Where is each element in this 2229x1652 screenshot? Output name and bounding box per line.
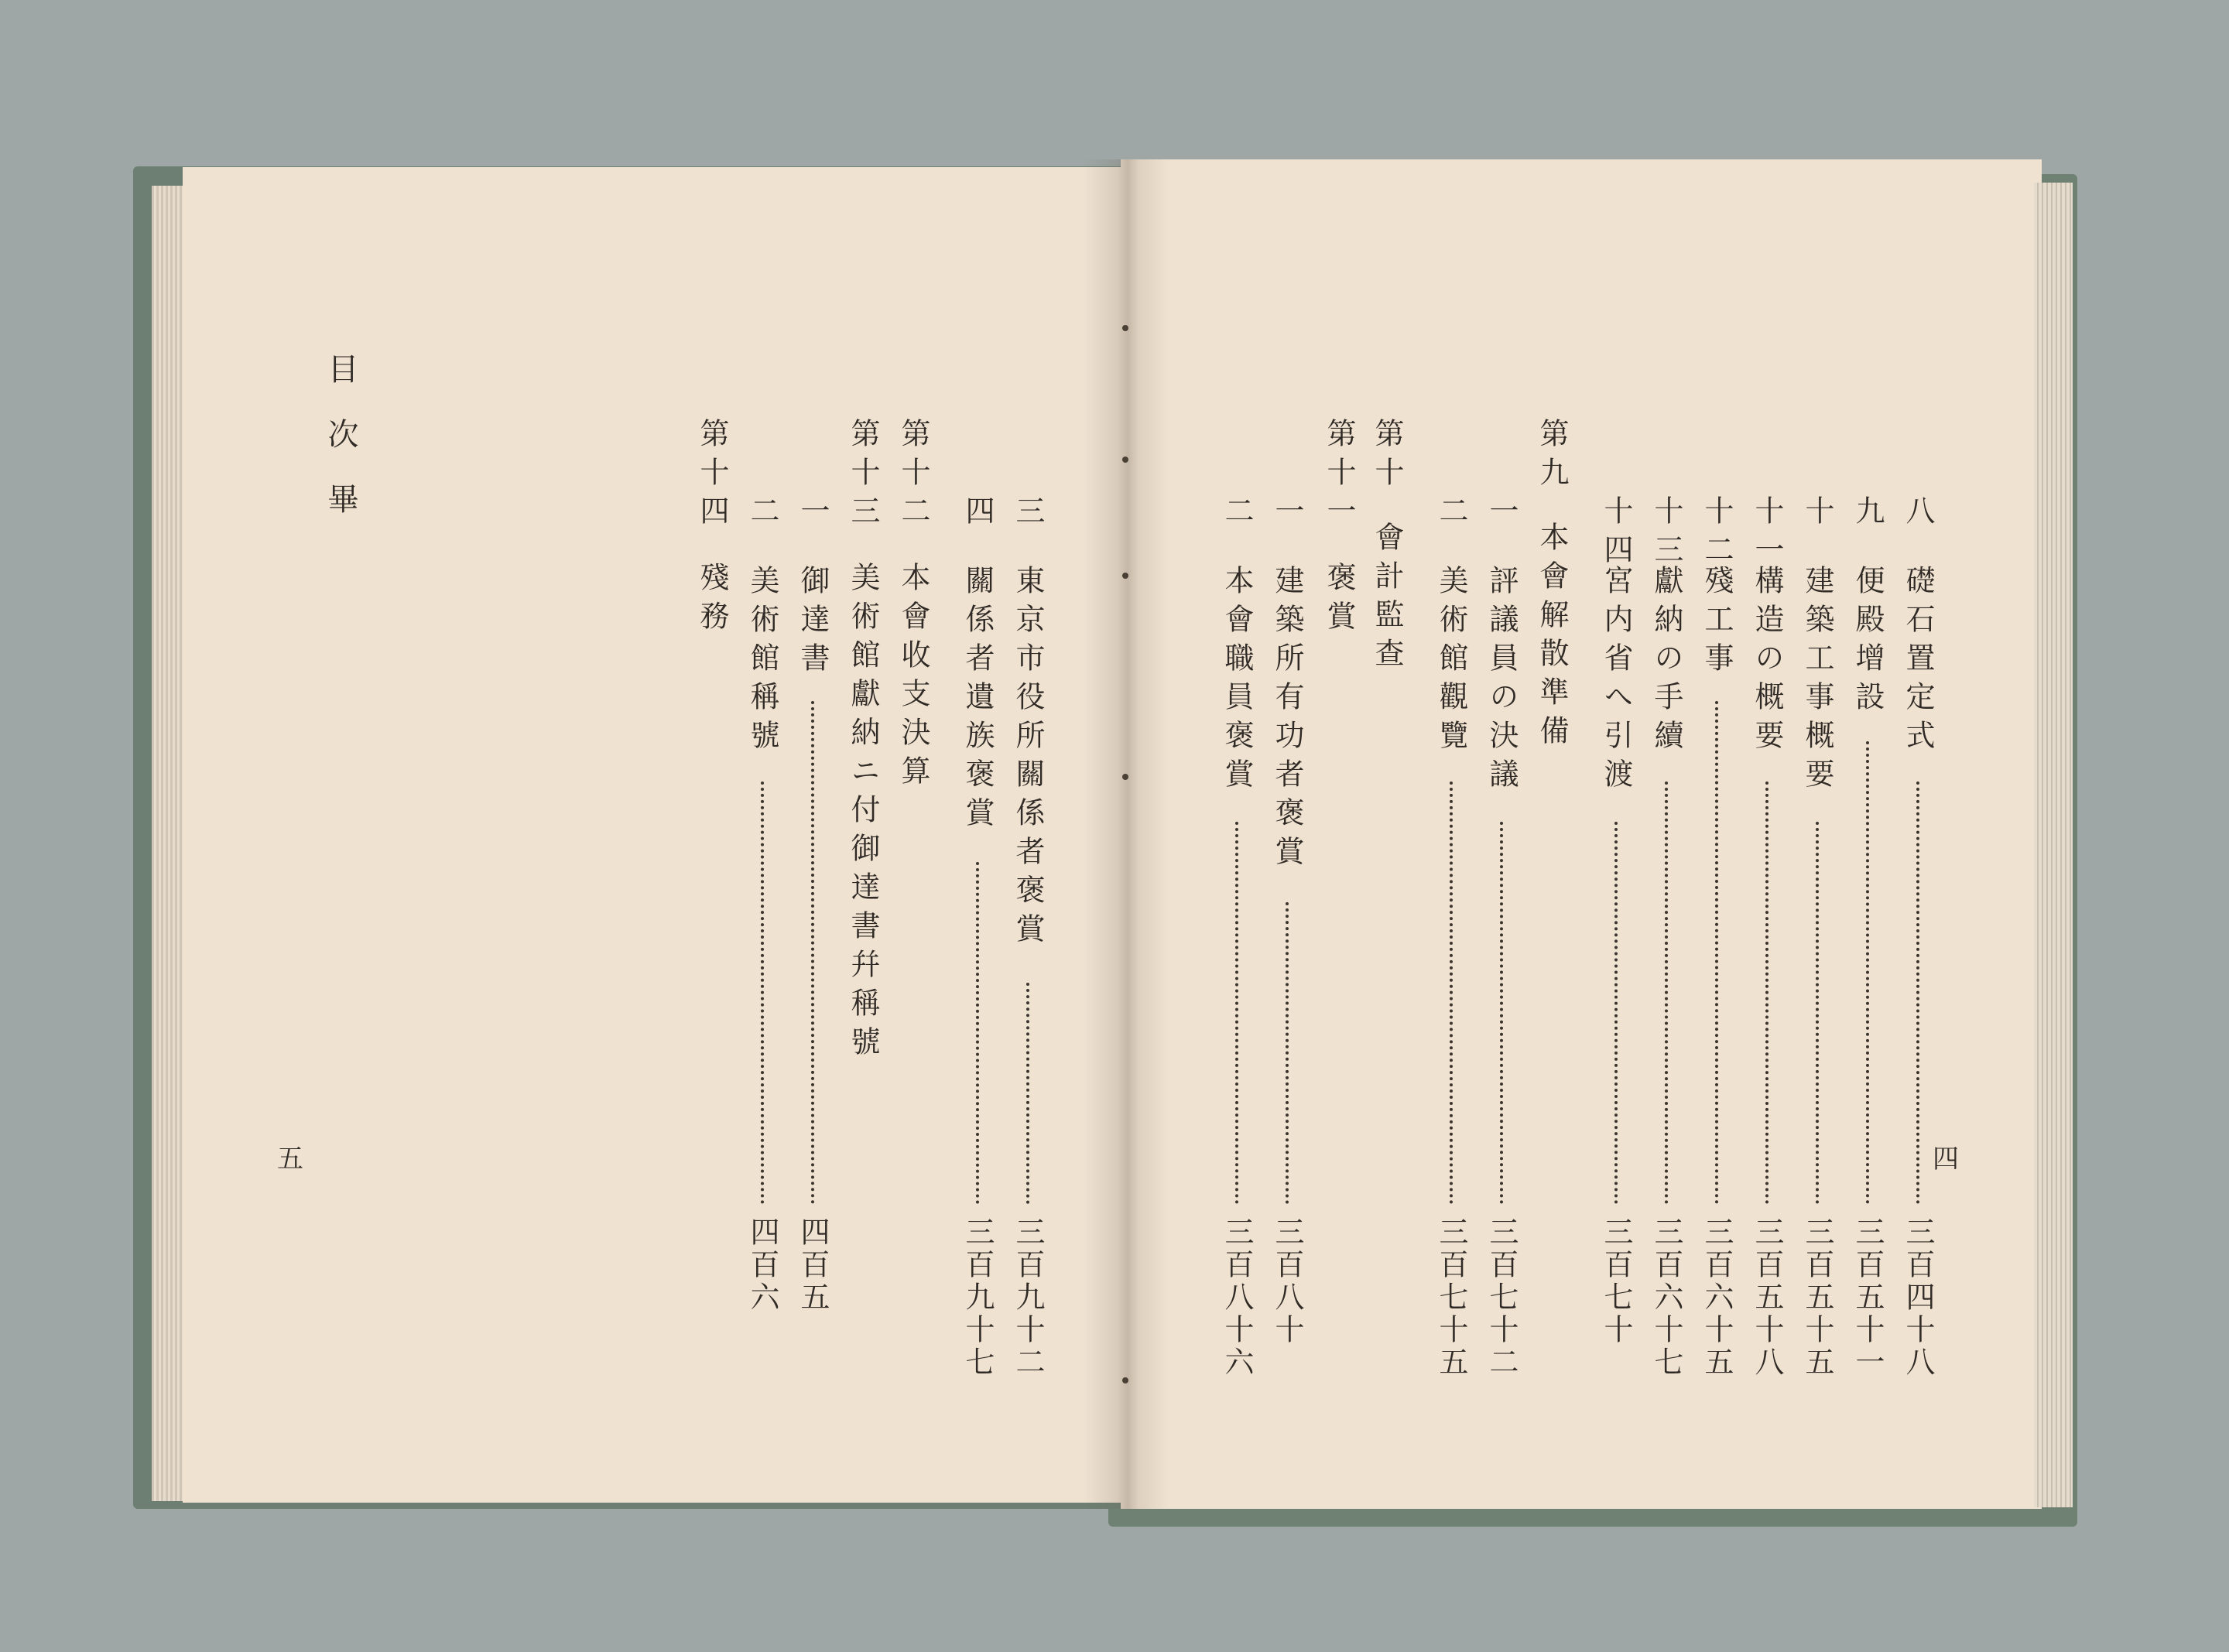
toc-page-number: 四百五: [796, 1216, 830, 1314]
toc-page-number: 三百七十: [1599, 1216, 1633, 1346]
toc-page-number: 三百八十六: [1220, 1216, 1254, 1379]
binding-stitch: [1122, 774, 1128, 780]
toc-page-number: 三百五十五: [1800, 1216, 1834, 1379]
leader-dots: [1866, 741, 1869, 1204]
toc-entry-title: 美術館觀覽: [1434, 565, 1468, 758]
leader-dots: [1715, 701, 1718, 1204]
toc-entry-number: 十一: [1750, 495, 1784, 573]
toc-entry-number: 一: [1270, 495, 1304, 534]
toc-page-number: 三百七十二: [1484, 1216, 1519, 1379]
toc-entry-title: 本會解散準備: [1535, 522, 1569, 754]
toc-page-number: 三百五十一: [1851, 1216, 1885, 1379]
toc-entry-title: 褒賞: [1322, 562, 1356, 639]
leader-dots: [1916, 782, 1919, 1204]
leader-dots: [1026, 983, 1029, 1204]
toc-entry-number: 九: [1851, 495, 1885, 534]
toc-entry-number: 三: [1011, 495, 1045, 534]
toc-entry-title: 殘務: [695, 562, 729, 639]
leader-dots: [1665, 782, 1668, 1204]
toc-page-number: 三百九十二: [1011, 1216, 1045, 1379]
toc-entry-number: 二: [1220, 495, 1254, 534]
toc-entry-title: 便殿增設: [1851, 565, 1885, 720]
toc-entry-title: 關係者遺族褒賞: [960, 565, 995, 836]
toc-entry-number: 一: [796, 495, 830, 534]
binding-stitch: [1122, 1377, 1128, 1384]
toc-entry-number: 一: [1484, 495, 1519, 534]
toc-page-number: 三百五十八: [1750, 1216, 1784, 1379]
toc-entry-title: 評議員の決議: [1484, 565, 1519, 797]
leader-dots: [1235, 822, 1238, 1204]
binding-stitch: [1122, 457, 1128, 463]
page-number-right: 四: [1933, 1144, 1959, 1175]
toc-entry-number: 十四: [1599, 495, 1633, 573]
leader-dots: [1816, 822, 1819, 1204]
toc-entry-title: 建築所有功者褒賞: [1270, 565, 1304, 874]
toc-entry-number: 第九: [1535, 418, 1569, 495]
leader-dots: [1450, 782, 1453, 1204]
binding-stitch: [1122, 573, 1128, 579]
toc-page-number: 四百六: [745, 1216, 779, 1314]
leader-dots: [1614, 822, 1618, 1204]
page-number-left: 五: [277, 1144, 303, 1175]
leader-dots: [1500, 822, 1503, 1204]
toc-entry-number: 第十四: [695, 418, 729, 534]
toc-entry-title: 礎石置定式: [1901, 565, 1935, 758]
book-gutter: [1084, 159, 1169, 1509]
toc-entry-number: 二: [1434, 495, 1468, 534]
page-edges-right: [2034, 183, 2073, 1507]
leader-dots: [976, 862, 979, 1204]
toc-entry-number: 八: [1901, 495, 1935, 534]
toc-entry-title: 建築工事概要: [1800, 565, 1834, 797]
toc-entry-number: 二: [745, 495, 779, 534]
toc-page-number: 三百七十五: [1434, 1216, 1468, 1379]
toc-entry-title: 美術館稱號: [745, 565, 779, 758]
toc-entry-number: 第十三: [846, 418, 880, 534]
toc-entry-number: 十二: [1700, 495, 1734, 573]
toc-entry-title: 美術館獻納ニ付御達書幷稱號: [846, 562, 880, 1065]
toc-page-number: 三百九十七: [960, 1216, 995, 1379]
toc-entry-number: 第十: [1370, 418, 1404, 495]
toc-entry-title: 御達書: [796, 565, 830, 681]
toc-page-number: 三百八十: [1270, 1216, 1304, 1346]
toc-entry-title: 獻納の手續: [1649, 565, 1683, 758]
toc-entry-title: 本會收支決算: [896, 562, 930, 794]
toc-entry-title: 宮内省へ引渡: [1599, 565, 1633, 797]
toc-page-number: 三百四十八: [1901, 1216, 1935, 1379]
toc-entry-number: 十: [1800, 495, 1834, 534]
toc-entry-number: 第十一: [1322, 418, 1356, 534]
toc-entry-title: 本會職員褒賞: [1220, 565, 1254, 797]
toc-entry-number: 第十二: [896, 418, 930, 534]
toc-entry-title: 會計監查: [1370, 522, 1404, 676]
toc-page-number: 三百六十五: [1700, 1216, 1734, 1379]
leader-dots: [811, 701, 814, 1204]
toc-entry-title: 殘工事: [1700, 565, 1734, 681]
toc-page-number: 三百六十七: [1649, 1216, 1683, 1379]
binding-stitch: [1122, 325, 1128, 331]
toc-entry-number: 十三: [1649, 495, 1683, 573]
leader-dots: [1765, 782, 1768, 1204]
leader-dots: [761, 782, 764, 1204]
toc-entry-title: 構造の概要: [1750, 565, 1784, 758]
toc-entry-title: 東京市役所關係者褒賞: [1011, 565, 1045, 952]
toc-entry-number: 四: [960, 495, 995, 534]
page-title: 目次畢: [323, 353, 358, 548]
leader-dots: [1286, 902, 1289, 1204]
